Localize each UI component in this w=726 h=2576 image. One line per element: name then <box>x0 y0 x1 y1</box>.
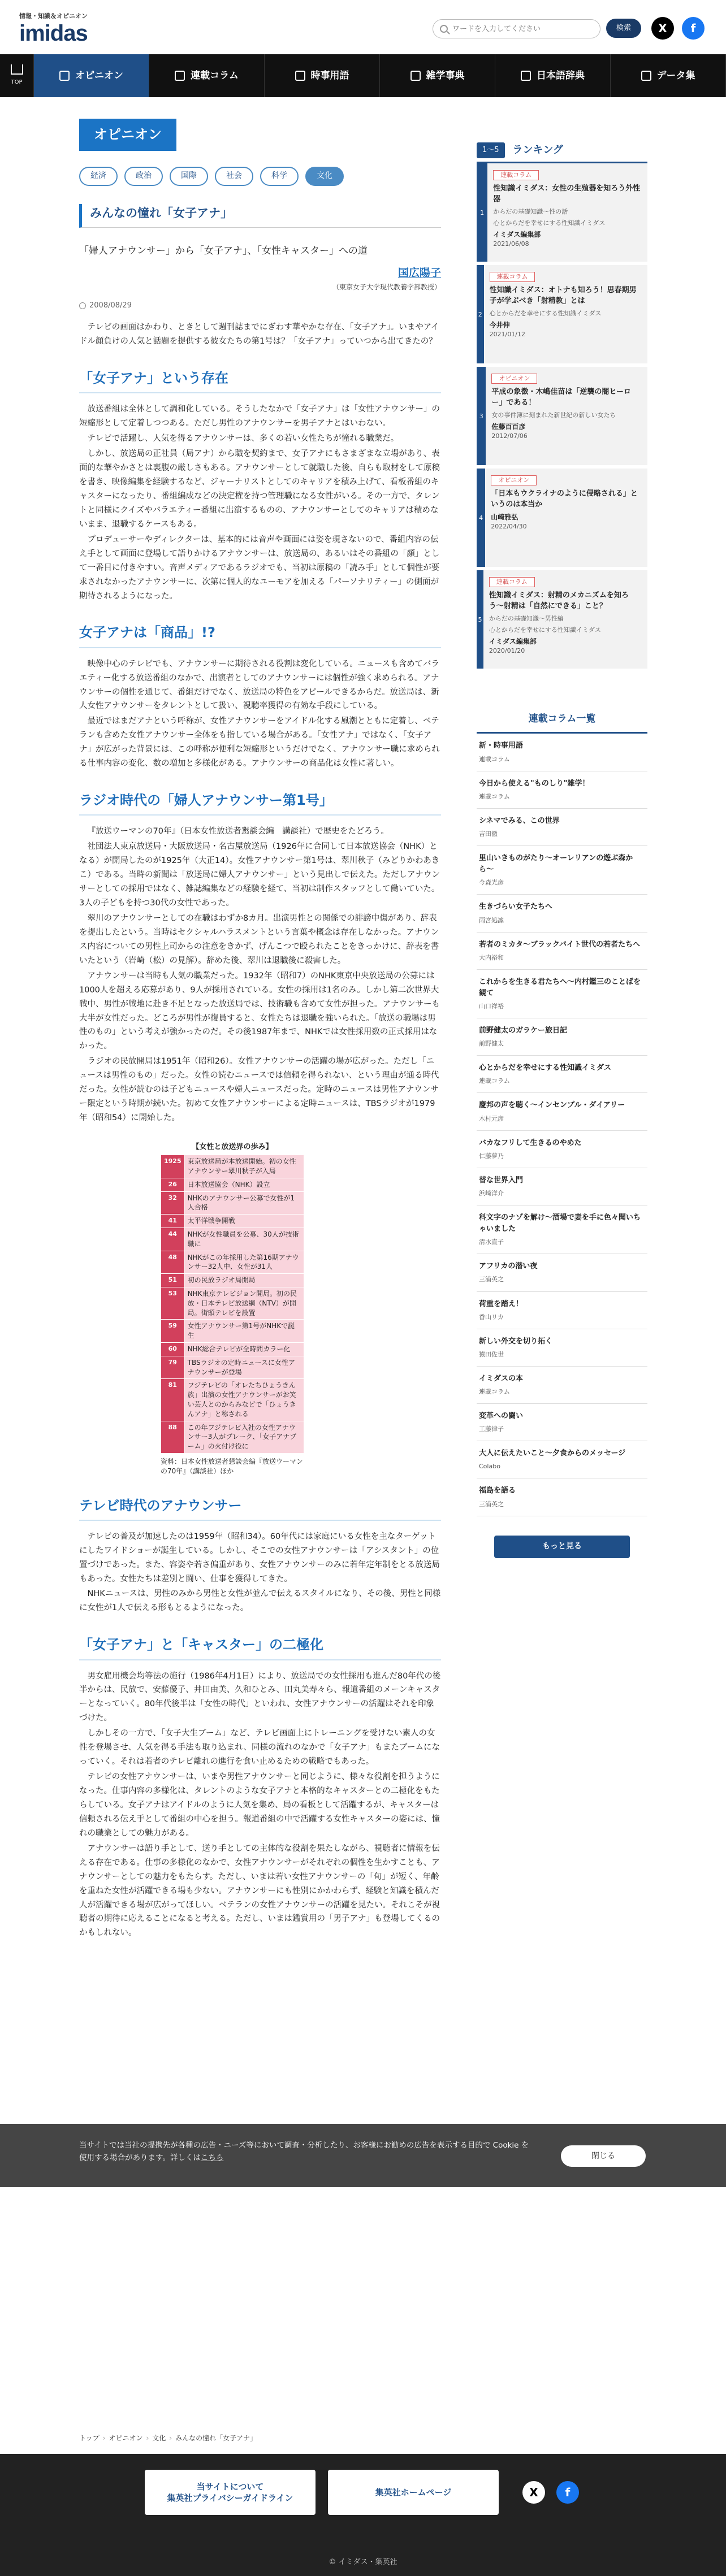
column-author: 大内裕和 <box>479 953 504 961</box>
table-row <box>161 1155 304 1178</box>
nav-zatsugaku[interactable] <box>380 54 495 97</box>
rank-label: 連載コラム <box>489 577 535 587</box>
rank-label: オピニオン <box>491 374 537 384</box>
column-list-item[interactable] <box>477 734 647 771</box>
rank-author: 山崎雅弘 <box>491 513 518 521</box>
table-event: NHK総合テレビが全時間カラー化 <box>184 1342 304 1356</box>
column-author: 木村元彦 <box>479 1114 504 1122</box>
column-name: 心とからだを幸せにする性知識イミダス <box>479 1064 612 1073</box>
table-row <box>161 1379 304 1421</box>
table-event: 初の民放ラジオ局開局 <box>184 1274 304 1287</box>
column-list-item[interactable] <box>477 846 647 895</box>
table-year: 44 <box>161 1228 185 1251</box>
breadcrumb <box>79 2433 257 2444</box>
table-row <box>161 1287 304 1319</box>
paragraph: アナウンサーは語り手として、送り手としての主体的な役割を果たしながら、視聴者に情報を伝える存在である。仕事の多様化のなかで、女性アナウンサーがそれぞれの個性を生かすことも、アナウンサーとしての魅力をもたらす。ただし、いまは若い女性アナウンサーの「旬」が短く、年齢を重ねた女性が活躍できる場も少ない。アナウンサーにも性別にかかわらず、経験と知識を積んだ人が活躍できる場が広がってほしい。ベテランの女性アナウンサーの活躍を見たい。それこそが視聴者の期待に応えることになると考える。ただし、いまは鑑賞用の「男子アナ」も登場してくるのかもしれない。 <box>79 1844 440 1938</box>
rank-series: からだの基礎知識〜男性編 <box>489 614 564 622</box>
column-list-item[interactable] <box>477 1018 647 1056</box>
column-name: アフリカの潜い夜 <box>479 1262 538 1271</box>
search-icon <box>440 25 448 33</box>
tab-international[interactable]: 国際 <box>170 167 208 186</box>
tab-economy[interactable]: 経済 <box>79 167 118 186</box>
table-event: フジテレビの「オレたちひょうきん族」出演の女性アナウンサーがお笑い芸人とのからみなどで「ひょうきんアナ」と称される <box>184 1379 304 1421</box>
column-name: イミダスの本 <box>479 1374 524 1383</box>
nav-label: 連載コラム <box>191 70 239 81</box>
column-list-item[interactable] <box>477 933 647 970</box>
breadcrumb-current: みんなの憧れ「女子アナ」 <box>175 2434 257 2442</box>
column-list <box>477 734 647 1516</box>
paragraph: ラジオの民放開局は1951年（昭和26）。女性アナウンサーの活躍の場が広がった。ただし「ニュースは男性のもの」だった。女性の読むニュースでは信頼を得られない、という理由が通る時代だった。女性が読むのは子どもニュースや婦人ニュースだった。定時のニュースは男性アナウンサー限定という時期が続いた。初めて女性アナウンサーによる定時ニュースは、TBSラジオが1979年（昭和54）に開始した。 <box>79 1057 439 1123</box>
column-author: 連載コラム <box>479 1388 510 1396</box>
genre-tabs <box>79 167 441 186</box>
trivia-icon <box>410 71 421 81</box>
rank-series: 心とからだを幸せにする性知識イミダス <box>489 309 602 317</box>
intro-paragraph: テレビの画面はかわり、ときとして週刊誌までにぎわす華やかな存在、「女子アナ」。いまやアイドル顔負けの人気と話題を提供する彼女たちの第1号は？「女子アナ」っていつから出てきたの？ <box>79 323 439 346</box>
column-icon <box>175 71 185 81</box>
rank-date: 2021/06/08 <box>493 240 529 248</box>
copyright: © イミダス・集英社 <box>329 2558 397 2566</box>
table-caption: 【女性と放送界の歩み】 <box>192 1143 273 1151</box>
table-event: 東京放送局が本放送開始。初の女性アナウンサー翠川秋子が入局 <box>184 1155 304 1178</box>
column-list-item[interactable] <box>477 1093 647 1130</box>
table-year: 88 <box>161 1421 185 1453</box>
table-event: 日本放送協会（NHK）設立 <box>184 1178 304 1191</box>
rank-headline[interactable]: 性知識イミダス：オトナも知ろう！思春期男子が学ぶべき「射精教」とは <box>489 286 637 305</box>
breadcrumb-separator: › <box>146 2434 149 2442</box>
column-list-item[interactable] <box>477 1168 647 1205</box>
search-box[interactable] <box>433 19 600 38</box>
column-author: 連載コラム <box>479 755 510 763</box>
section-heading: テレビ時代のアナウンサー <box>79 1495 441 1521</box>
breadcrumb-top[interactable]: トップ <box>79 2434 100 2442</box>
column-name: 若者のミカタ〜ブラックバイト世代の若者たちへ <box>479 940 640 949</box>
column-name: 科文字のナゾを解け〜酒場で妻を手に色々聞いちゃいました <box>479 1213 641 1234</box>
table-row <box>161 1251 304 1274</box>
facebook-icon[interactable]: f <box>682 17 705 40</box>
column-author: 香山リカ <box>479 1313 504 1321</box>
paragraph: 最近ではまだアナという呼称が、女性アナウンサーをアイドル化する風潮とともに定着し、ベテランも含めた女性アナウンサー全体をも指している場合がある。「女性アナ」ではなく、「女子アナ」が広がった背景には、この呼称が便利な短縮形というだけでなく、アナウンサー職に求められる仕事内容の変化、数の増加と多様化がある。アナウンサーの商品化は女性に著しい。 <box>79 717 440 769</box>
nav-label: 日本語辞典 <box>537 70 585 81</box>
tab-culture[interactable]: 文化 <box>305 167 344 186</box>
breadcrumb-separator: › <box>102 2434 106 2442</box>
nav-label: データ集 <box>656 70 695 81</box>
rank-author: 今井伸 <box>489 320 510 329</box>
paragraph: テレビで活躍し、人気を得るアナウンサーは、多くの若い女性たちが憧れる職業だ。 <box>87 434 399 444</box>
rank-content <box>486 367 647 465</box>
rank-date: 2020/01/20 <box>489 647 525 655</box>
breadcrumb-separator: › <box>169 2434 172 2442</box>
nav-data[interactable] <box>611 54 726 97</box>
table-event: この年フジテレビ入社の女性アナウンサー3人がブレーク、「女子アナブーム」の火付け役に <box>184 1421 304 1453</box>
column-author: 連載コラム <box>479 792 510 800</box>
column-name: シネマでみる、この世界 <box>479 816 560 825</box>
paragraph: 映像中心のテレビでも、アナウンサーに期待される役割は変化している。ニュースも含めてバラエティー化する放送番組のなかで、出演者としてのアナウンサーには個性が強く求められる。アナウンサーの個性を通じて、番組だけでなく、放送局の特色をアピールできるからだ。放送局は、新人女性アナウンサーをタレントとして扱い、視聴率獲得の有効な手段にしている。 <box>79 659 439 711</box>
table-row <box>161 1228 304 1251</box>
rank-column-title: 心とからだを幸せにする性知識イミダス <box>489 626 601 634</box>
paragraph: 男女雇用機会均等法の施行（1986年4月1日）により、放送局での女性採用も進んだ80年代の後半からは、民放で、安藤優子、井田由美、久和ひとみ、田丸美寿々ら、報道番組のメーンキャスターとなっていく。80年代後半は「女性の時代」といわれ、女性アナウンサーの活躍はそれを印象づけた。 <box>79 1671 441 1723</box>
rank-number: 4 <box>477 469 485 567</box>
paragraph: 社団法人東京放送局・大阪放送局・名古屋放送局（1926年に合同して日本放送協会（NHK）となる）が開局したのが1925年（大正14）。女性アナウンサー第1号は、翠川秋子（みどりかわあきこ）である。当時の新聞は「放送局に婦人アナウンサー」という見出しで伝えた。ただしアナウンサーとしての採用ではなく、雑誌編集などの経験を経て、当初は制作スタッフとして働いていた。3人の子どもを持つ30代の女性であった。 <box>79 842 440 908</box>
opinion-icon <box>59 71 70 81</box>
table-row <box>161 1178 304 1191</box>
column-author: 今森光彦 <box>479 879 504 887</box>
column-author: 雨宮処凛 <box>479 916 504 924</box>
tab-science[interactable]: 科学 <box>260 167 299 186</box>
ranking-range[interactable]: 1〜5 <box>477 142 505 158</box>
ranking-title: ランキング <box>512 144 564 157</box>
site-logo[interactable] <box>19 11 88 45</box>
ranking-list <box>477 163 647 672</box>
rank-date: 2021/01/12 <box>489 331 525 339</box>
table-row <box>161 1320 304 1343</box>
rank-headline[interactable]: 平成の象徴・木嶋佳苗は「逆襲の闇ヒーロー」である！ <box>491 388 631 407</box>
nav-top-label: TOP <box>11 79 23 86</box>
column-list-item[interactable] <box>477 1056 647 1093</box>
table-event: 女性アナウンサー第1号がNHKで誕生 <box>184 1320 304 1343</box>
sidebar <box>477 142 647 1558</box>
column-name: バカなフリして生きるのやめた <box>479 1138 582 1147</box>
column-list-item[interactable] <box>477 1329 647 1367</box>
column-list-item[interactable] <box>477 1292 647 1329</box>
nav-label: 時事用語 <box>310 70 349 81</box>
rank-label: 連載コラム <box>490 272 535 282</box>
column-author: 仁藤夢乃 <box>479 1152 504 1160</box>
column-author: 清水直子 <box>479 1238 504 1246</box>
article-subtitle: 「婦人アナウンサー」から「女子アナ」、「女性キャスター」への道 <box>79 245 368 257</box>
table-row <box>161 1342 304 1356</box>
column-name: 福島を語る <box>479 1486 516 1495</box>
column-list-item[interactable] <box>477 1404 647 1441</box>
column-list-title: 連載コラム一覧 <box>477 712 647 734</box>
column-list-item[interactable] <box>477 970 647 1018</box>
logo-tagline: 情報・知識＆オピニオン <box>19 12 88 20</box>
table-event: TBSラジオの定時ニュースに女性アナウンサーが登場 <box>184 1356 304 1379</box>
column-name: 変革への闘い <box>479 1412 524 1421</box>
table-event: 太平洋戦争開戦 <box>184 1215 304 1228</box>
author-affiliation: （東京女子大学現代教養学部教授） <box>332 283 441 291</box>
rank-content <box>483 570 647 669</box>
section-heading: 「女子アナ」と「キャスター」の二極化 <box>79 1634 441 1660</box>
ranking-item[interactable] <box>477 163 647 265</box>
logo-text: imidas <box>19 21 88 46</box>
column-name: 替な世界入門 <box>479 1176 524 1185</box>
table-year: 51 <box>161 1274 185 1287</box>
paragraph: NHKニュースは、男性のみから男性と女性が並んで伝えるスタイルになり、その後、男性と同様に女性が1人で伝える形もとるようになった。 <box>79 1589 441 1613</box>
column-name: 生きづらい女子たちへ <box>479 903 553 912</box>
rank-content <box>487 163 647 262</box>
category-label: オピニオン <box>79 119 176 151</box>
column-list-item[interactable] <box>477 1367 647 1404</box>
column-name: 大人に伝えたいこと〜夕食からのメッセージ <box>479 1449 626 1458</box>
table-year: 53 <box>161 1287 185 1319</box>
table-year: 1925 <box>161 1155 185 1178</box>
paragraph: しかしその一方で、「女子大生ブーム」など、テレビ画面上にトレーニングを受けない素人の女性を登場させ、人気を得る手法も取り込まれ、同様の流れのなかで「女子アナ」もまたブームになっていく。それは若者のテレビ離れの進行を食い止めるための戦略でもあった。 <box>79 1729 440 1767</box>
tab-society[interactable]: 社会 <box>215 167 253 186</box>
table-year: 81 <box>161 1379 185 1421</box>
clock-icon <box>79 302 86 309</box>
column-author: 山口祥裕 <box>479 1003 504 1011</box>
paragraph: 翠川のアナウンサーとしての在職はわずか8カ月。出演男性との関係での誹謗中傷があり、辞表を提出したという。当時はセクシャルハラスメントという言葉や概念は存在しなかった。アナウンス内容についての男性上司からの注意をきかず、げんこつで殴られたことをきっかけに、辞表を書いたという（岩崎（松）の見解）。辞めた後、翠川は退職後に殺害した。 <box>79 913 439 965</box>
nav-label: オピニオン <box>75 70 123 81</box>
table-row <box>161 1356 304 1379</box>
column-author: 吉田徹 <box>479 830 498 838</box>
paragraph: しかし、放送局の正社員（局アナ）から職を契約まで、女子アナにもさまざまな立場があり、表面的な華やかさとは裏腹の厳しさもある。アナウンサーとして就職した後、自らも取材をして原稿を書き、映像編集を経験するなど、ジャーナリストとしてのキャリアを積み上げて、看板番組のキャスターになったり、番組編成などの決定権を持つ管理職になる女性がいる。その一方で、タレントと同様にクイズやバラエティー番組に出演するものの、アナウンサーとしてのキャリアは積めないまま、退職するケースもある。 <box>79 449 440 529</box>
column-author: 浜崎洋介 <box>479 1189 504 1197</box>
column-list-item[interactable] <box>477 771 647 809</box>
table-year: 48 <box>161 1251 185 1274</box>
rank-author: イミダス編集部 <box>489 637 537 645</box>
column-list-item[interactable] <box>477 1131 647 1168</box>
column-list-item[interactable] <box>477 1478 647 1516</box>
rank-headline[interactable]: 性知識イミダス：女性の生殖器を知ろう外性器 <box>493 184 641 203</box>
rank-headline[interactable]: 「日本もウクライナのように侵略される」というのは本当か <box>491 489 638 509</box>
table-row <box>161 1215 304 1228</box>
home-icon <box>11 64 23 75</box>
rank-label: 連載コラム <box>493 170 539 180</box>
table-year: 32 <box>161 1191 185 1215</box>
rank-label: オピニオン <box>491 475 537 485</box>
column-author: 猿田佐世 <box>479 1350 504 1358</box>
tab-politics[interactable]: 政治 <box>124 167 163 186</box>
nav-label: 雑学事典 <box>426 70 465 81</box>
table-event: NHKのアナウンサー公募で女性が1人合格 <box>184 1191 304 1215</box>
column-name: 前野健太のガラケー旅日記 <box>479 1026 568 1035</box>
rank-author: 佐藤百百彦 <box>491 422 526 431</box>
rank-headline[interactable]: 性知識イミダス：射精のメカニズムを知ろう〜射精は「自然にできる」こと？ <box>489 591 629 610</box>
x-icon[interactable]: X <box>651 17 674 40</box>
footer-facebook-icon[interactable]: f <box>556 2481 579 2504</box>
column-author: 連載コラム <box>479 1077 510 1085</box>
column-author: 三浦英之 <box>479 1500 504 1508</box>
ranking-item[interactable] <box>477 570 647 672</box>
table-year: 60 <box>161 1342 185 1356</box>
dictionary-icon <box>521 71 531 81</box>
search-button[interactable]: 検索 <box>606 19 641 38</box>
main-nav <box>0 54 726 97</box>
table-year: 59 <box>161 1320 185 1343</box>
history-table <box>161 1142 304 1476</box>
column-name: 里山いきものがたり〜オーレリアンの遊ぶ森から〜 <box>479 854 633 874</box>
table-event: NHKが女性職員を公募、30人が技術職に <box>184 1228 304 1251</box>
table-year: 79 <box>161 1356 185 1379</box>
more-button[interactable]: もっと見る <box>494 1536 630 1558</box>
ranking-header <box>477 142 647 163</box>
column-list-item[interactable] <box>477 1254 647 1291</box>
column-author: 前野健太 <box>479 1040 504 1048</box>
rank-content <box>485 469 647 567</box>
column-author: Colabo <box>479 1463 500 1471</box>
column-list-item[interactable] <box>477 1441 647 1478</box>
table-event: NHKがこの年採用した第16期アナウンサー32人中、女性が31人 <box>184 1251 304 1274</box>
paragraph: 『放送ウーマンの70年』（日本女性放送者懇談会編 講談社）で歴史をたどろう。 <box>87 827 389 836</box>
search-input[interactable] <box>452 25 582 33</box>
rank-number: 1 <box>477 163 487 262</box>
paragraph: テレビの普及が加速したのは1959年（昭和34）。60年代には家庭にいる女性を主なターゲットにしたワイドショーが誕生している。しかし、そこでの女性アナウンサーは「アシスタント」の位置づけであった。また、容姿や若さ偏重があり、女性アナウンサーのみに若年定年制をとる放送局もあった。女性たちは差別と闘い、仕事を獲得してきた。 <box>79 1532 440 1584</box>
rank-number: 2 <box>477 265 484 363</box>
column-name: 新・時事用語 <box>479 741 524 751</box>
site-header <box>0 0 726 54</box>
publish-date <box>79 300 441 311</box>
rank-number: 5 <box>477 570 483 669</box>
column-author: 工藤律子 <box>479 1425 504 1433</box>
terms-icon <box>295 71 305 81</box>
nav-top[interactable] <box>0 54 34 97</box>
nav-jiji[interactable] <box>265 54 380 97</box>
data-icon <box>641 71 651 81</box>
footer-x-icon[interactable]: X <box>522 2481 545 2504</box>
table-year: 26 <box>161 1178 185 1191</box>
table-row <box>161 1191 304 1215</box>
table-source: 資料：日本女性放送者懇談会編『放送ウーマンの70年』（講談社）ほか <box>161 1457 304 1475</box>
rank-column-title: 心とからだを幸せにする性知識イミダス <box>493 219 606 227</box>
shueisha-home-button[interactable]: 集英社ホームページ <box>328 2470 499 2515</box>
paragraph: アナウンサーは当時も人気の職業だった。1932年（昭和7）のNHK東京中央放送局の公募には1000人を超える応募があり、9人が採用されている。女性の採用は1名のみ。しかし第二次世界大戦中、男性が戦地に赴き不足となった放送局では、技術職も含めて女性が担った。アナウンサーも大半が女性だった。どころが男性が復員すると、女性たちは退職を強いられた。「放送の職場は男性のもの」という考えが強かったのだ。その後1987年まで、NHKでは女性採用数の正式採用はなかった。 <box>79 971 440 1051</box>
column-list-item[interactable] <box>477 895 647 932</box>
ranking-item[interactable] <box>477 469 647 570</box>
column-list-item[interactable] <box>477 1205 647 1254</box>
author-link[interactable]: 国広陽子 <box>397 267 441 280</box>
table-row <box>161 1421 304 1453</box>
nav-opinion[interactable] <box>34 54 149 97</box>
cookie-banner <box>0 2124 726 2187</box>
rank-author: イミダス編集部 <box>493 230 541 238</box>
column-name: 荷重を踏え！ <box>479 1299 524 1308</box>
paragraph: プロデューサーやディレクターは、基本的には音声や画面には姿を現さないので、番組内容の伝え手として画面に登場して語りかけるアナウンサーは、放送局の、あるいはその番組の「顔」として一番目に付きやすい。音声メディアであるラジオでも、当初は原稿の「読み手」として個性が要求されなかったアナウンサーに、次第に個人的なユーモアを加える「パーソナリティー」の側面が期待されるようになった。 <box>79 535 440 601</box>
section-heading: 女子アナは「商品」!? <box>79 622 441 648</box>
table-event: NHK東京テレビジョン開局。初の民放・日本テレビ放送網（NTV）が開局。街頭テレビを設置 <box>184 1287 304 1319</box>
nav-column[interactable] <box>149 54 265 97</box>
cookie-link[interactable]: こちら <box>200 2153 224 2162</box>
table-year: 41 <box>161 1215 185 1228</box>
paragraph: テレビの女性アナウンサーは、いまや男性アナウンサーと同じように、様々な役割を担うようになった。仕事内容の多様化は、タレントのような女子アナと本格的なキャスターとの二極化をもたらしている。女子アナはアイドルのように人気を集め、局の看板として活躍するが、キャスターは信頼される伝え手として番組の中心を担う。報道番組の中で活躍する女性キャスターの姿には、憧れの職業としての魅力がある。 <box>79 1772 440 1838</box>
column-name: これからを生きる君たちへ〜内村鑑三のことばを観て <box>479 977 641 998</box>
cookie-message: 当サイトでは当社の提携先が各種の広告・ニーズ等において調査・分析したり、お客様にお勧めの広告を表示する目的で Cookie を使用する場合があります。詳しくは <box>79 2141 529 2162</box>
breadcrumb-culture[interactable]: 文化 <box>152 2434 166 2442</box>
rank-number: 3 <box>477 367 486 465</box>
article-title: みんなの憧れ「女子アナ」 <box>79 204 441 228</box>
column-name: 新しい外交を切り拓く <box>479 1337 553 1346</box>
rank-series: 女の事件簿に刻まれた新世紀の新しい女たち <box>491 411 616 419</box>
cookie-close-button[interactable]: 閉じる <box>561 2145 646 2167</box>
section-heading: ラジオ時代の「婦人アナウンサー第1号」 <box>79 790 441 816</box>
rank-series: からだの基礎知識〜性の話 <box>493 207 568 215</box>
date-text: 2008/08/29 <box>89 301 132 310</box>
column-list-item[interactable] <box>477 809 647 846</box>
paragraph: 放送番組は全体として調和化している。そうしたなかで「女子アナ」は「女性アナウンサー」の短縮形として定着しつつある。ただし男性のアナウンサーを男子アナとはいわない。 <box>79 405 440 428</box>
rank-date: 2012/07/06 <box>491 432 528 440</box>
ranking-item[interactable] <box>477 265 647 367</box>
cookie-text <box>79 2140 531 2164</box>
breadcrumb-opinion[interactable]: オピニオン <box>109 2434 143 2442</box>
ranking-item[interactable] <box>477 367 647 469</box>
section-heading: 「女子アナ」という存在 <box>79 368 441 393</box>
nav-dictionary[interactable] <box>495 54 611 97</box>
article <box>79 119 441 1940</box>
rank-date: 2022/04/30 <box>491 523 527 531</box>
rank-content <box>484 265 647 363</box>
column-name: 今日から使える"ものしり"雑学！ <box>479 779 590 788</box>
privacy-guideline-button[interactable]: 当サイトについて 集英社プライバシーガイドライン <box>145 2470 316 2515</box>
column-name: 慶邦の声を聴く〜インセンプル・ダイアリー <box>479 1101 625 1110</box>
column-author: 三浦英之 <box>479 1276 504 1283</box>
table-row <box>161 1274 304 1287</box>
